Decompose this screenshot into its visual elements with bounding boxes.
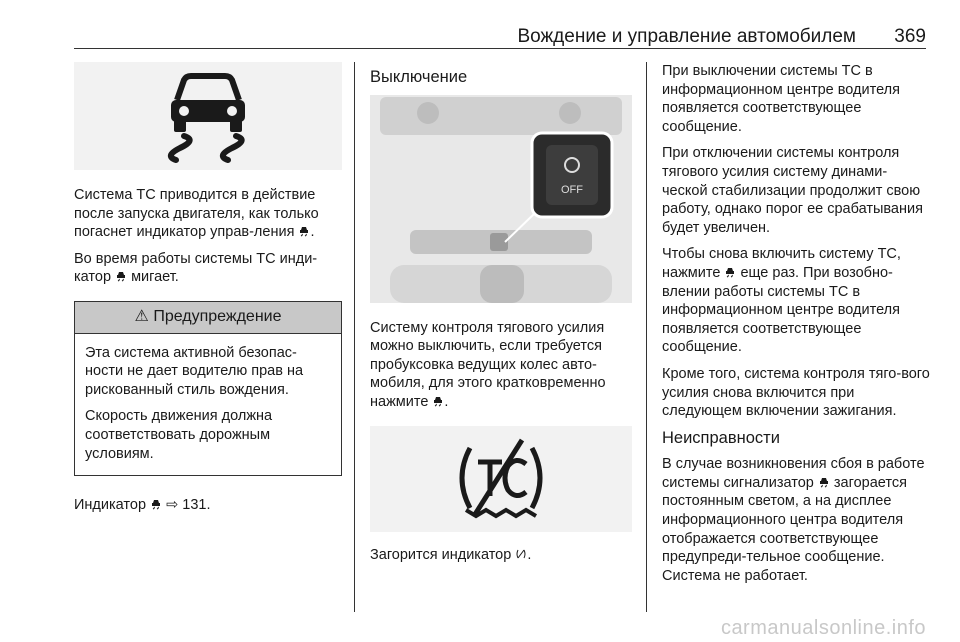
paragraph: При отключении системы контроля тягового усилия систему динами-ческой стабилизации продолжит свою работу, однако порог ее срабатывания будет увеличен. bbox=[662, 145, 923, 236]
paragraph: Систему контроля тягового усилия можно выключить, если требуется пробуксовка ведущих колес авто-мобиля, для этого кратковременно нажмите . bbox=[370, 319, 606, 410]
off-label: OFF bbox=[561, 183, 583, 196]
paragraph: Кроме того, система контроля тяго-вого усилия снова включится при следующем включении зажигания. bbox=[662, 365, 930, 420]
tc-button-icon bbox=[724, 266, 736, 278]
watermark: carmanualsonline.info bbox=[720, 617, 926, 639]
warning-triangle-icon: ⚠ bbox=[134, 307, 149, 325]
tc-indicator-icon bbox=[818, 476, 830, 488]
tc-off-indicator-icon bbox=[515, 548, 527, 560]
tc-off-indicator-figure bbox=[370, 426, 632, 532]
warning-text: Скорость движения должна соответствовать дорожным условиям. bbox=[85, 408, 273, 462]
paragraph: Индикатор ⇨ 131. bbox=[74, 497, 211, 514]
skid-car-icon-figure bbox=[74, 62, 342, 170]
paragraph: При выключении системы TC в информационном центре водителя появляется соответствующее сообщение. bbox=[662, 63, 900, 135]
section-heading: Выключение bbox=[370, 68, 468, 86]
page-number: 369 bbox=[894, 26, 926, 47]
header-rule bbox=[74, 48, 926, 49]
paragraph: Во время работы системы TC инди-катор мигает. bbox=[74, 250, 318, 286]
tc-indicator-icon bbox=[115, 270, 127, 282]
column-divider-1 bbox=[354, 62, 355, 612]
warning-header: ⚠ Предупреждение bbox=[75, 302, 341, 334]
paragraph: Система TC приводится в действие после запуска двигателя, как только погаснет индикатор управ-ления . bbox=[74, 187, 319, 241]
console-illustration bbox=[370, 95, 632, 303]
tc-indicator-icon bbox=[298, 225, 310, 237]
tc-button-icon bbox=[432, 395, 444, 407]
paragraph: В случае возникновения сбоя в работе системы сигнализатор загорается постоянным светом, а на дисплее информационного центра водителя отображается соответствующее предупреди-тельное сообщение. Система не работает. bbox=[662, 456, 925, 584]
column-divider-2 bbox=[646, 62, 647, 612]
column-2 bbox=[370, 62, 632, 572]
page-ref-icon: ⇨ bbox=[166, 497, 179, 514]
header-title: Вождение и управление автомобилем bbox=[517, 26, 856, 47]
page-ref-link[interactable]: 131. bbox=[182, 497, 211, 514]
warning-text: Эта система активной безопас-ности не дает водителю прав на рискованный стиль вождения. bbox=[85, 344, 304, 398]
column-1 bbox=[74, 62, 342, 523]
warning-box bbox=[74, 301, 342, 476]
tc-switch-photo bbox=[370, 95, 632, 303]
tc-indicator-icon bbox=[150, 498, 162, 510]
tc-off-icon bbox=[370, 426, 632, 532]
skid-car-icon bbox=[74, 62, 342, 170]
warning-body bbox=[75, 334, 341, 476]
paragraph: Чтобы снова включить систему TC, нажмите еще раз. При возобно-влении работы системы TC в информационном центре водителя появляется соответствующее сообщение. bbox=[662, 246, 901, 356]
column-3 bbox=[662, 62, 930, 593]
section-heading: Неисправности bbox=[662, 428, 780, 447]
paragraph: Загорится индикатор . bbox=[370, 546, 532, 563]
